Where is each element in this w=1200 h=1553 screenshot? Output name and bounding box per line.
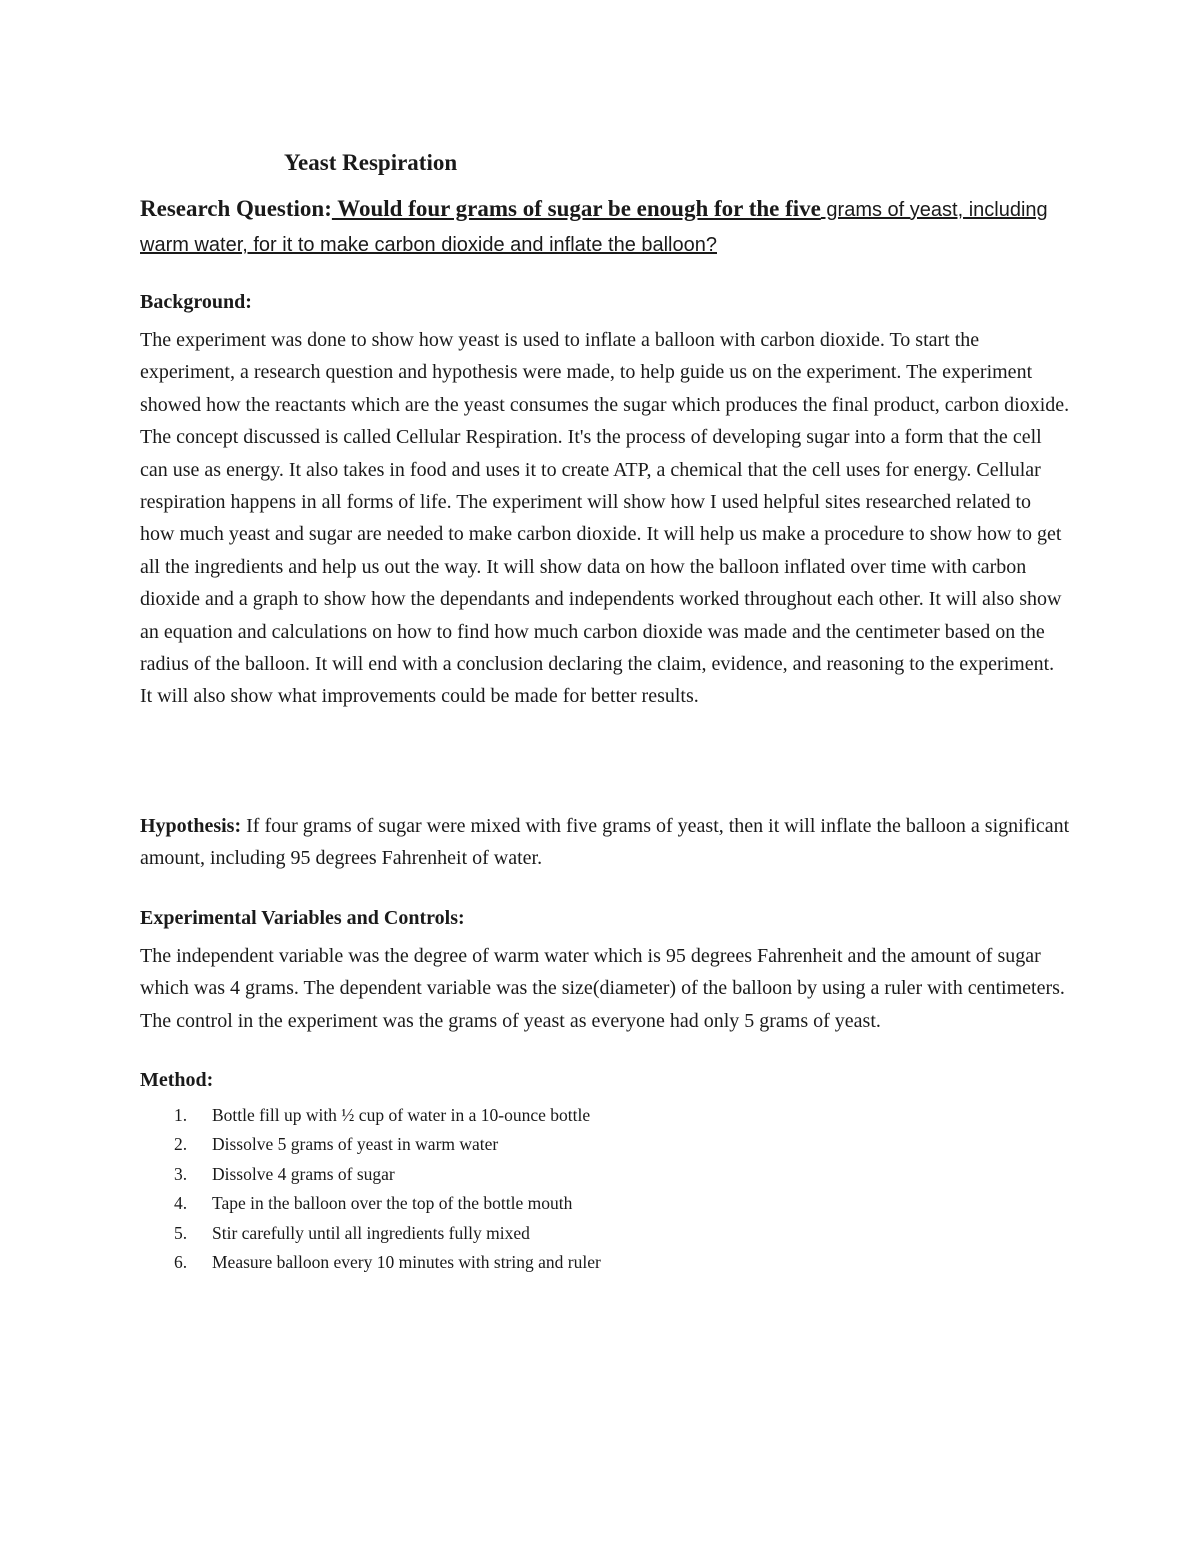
- hypothesis-paragraph: [140, 810, 1070, 875]
- document-title: Yeast Respiration: [284, 150, 458, 175]
- method-list: [140, 1101, 1070, 1277]
- research-question-label: Research Question:: [140, 196, 332, 221]
- method-step-text: Dissolve 4 grams of sugar: [212, 1163, 395, 1184]
- variables-paragraph: The independent variable was the degree of warm water which is 95 degrees Fahrenheit and the amount of sugar which was 4 grams. The dependent variable was the size(diameter) of the balloon by using a ruler with centimeters. The control in the experiment was the grams of yeast as everyone had only 5 grams of yeast.: [140, 945, 1065, 1032]
- variables-heading: Experimental Variables and Controls:: [140, 907, 465, 929]
- method-step-number: 1.: [174, 1105, 188, 1125]
- background-paragraph: The experiment was done to show how yeast is used to inflate a balloon with carbon dioxide. To start the experiment, a research question and hypothesis were made, to help guide us on the experiment. The experiment showed how the reactants which are the yeast consumes the sugar which produces the final product, carbon dioxide. The concept discussed is called Cellular Respiration. It's the process of developing sugar into a form that the cell can use as energy. It also takes in food and uses it to create ATP, a chemical that the cell uses for energy. Cellular respiration happens in all forms of life. The experiment will show how I used helpful sites researched related to how much yeast and sugar are needed to make carbon dioxide. It will help us make a procedure to show how to get all the ingredients and help us out the way. It will show data on how the balloon inflated over time with carbon dioxide and a graph to show how the dependants and independents worked throughout each other. It will also show an equation and calculations on how to find how much carbon dioxide was made and the centimeter based on the radius of the balloon. It will end with a conclusion declaring the claim, evidence, and reasoning to the experiment. It will also show what improvements could be made for better results.: [140, 329, 1070, 708]
- method-step: [140, 1248, 1070, 1277]
- research-question: [140, 192, 1070, 262]
- method-step-text: Dissolve 5 grams of yeast in warm water: [212, 1134, 499, 1155]
- method-step: [140, 1101, 1070, 1130]
- hypothesis-text: If four grams of sugar were mixed with five grams of yeast, then it will inflate the balloon a significant amount, including 95 degrees Fahrenheit of water.: [140, 815, 1070, 870]
- method-step-text: Stir carefully until all ingredients fully mixed: [212, 1222, 530, 1243]
- method-step-number: 5.: [174, 1222, 188, 1243]
- method-heading: Method:: [140, 1069, 214, 1091]
- method-step-text: Bottle fill up with ½ cup of water in a 10-ounce bottle: [212, 1105, 591, 1125]
- background-heading: Background:: [140, 291, 252, 313]
- method-step: [140, 1219, 1070, 1248]
- research-question-text: grams of yeast, including warm water, for it to make carbon dioxide and inflate the balloon?: [140, 199, 1048, 256]
- method-step-number: 6.: [174, 1252, 188, 1273]
- method-step-number: 3.: [174, 1163, 188, 1184]
- research-question-text-bold: Would four grams of sugar be enough for the five: [331, 196, 821, 221]
- method-step-text: Measure balloon every 10 minutes with string and ruler: [212, 1252, 601, 1273]
- method-step-number: 4.: [174, 1193, 188, 1214]
- method-step: [140, 1130, 1070, 1159]
- method-step: [140, 1189, 1070, 1218]
- method-step-number: 2.: [174, 1134, 188, 1155]
- method-step: [140, 1160, 1070, 1189]
- hypothesis-label: Hypothesis:: [140, 815, 242, 837]
- method-step-text: Tape in the balloon over the top of the bottle mouth: [212, 1193, 573, 1214]
